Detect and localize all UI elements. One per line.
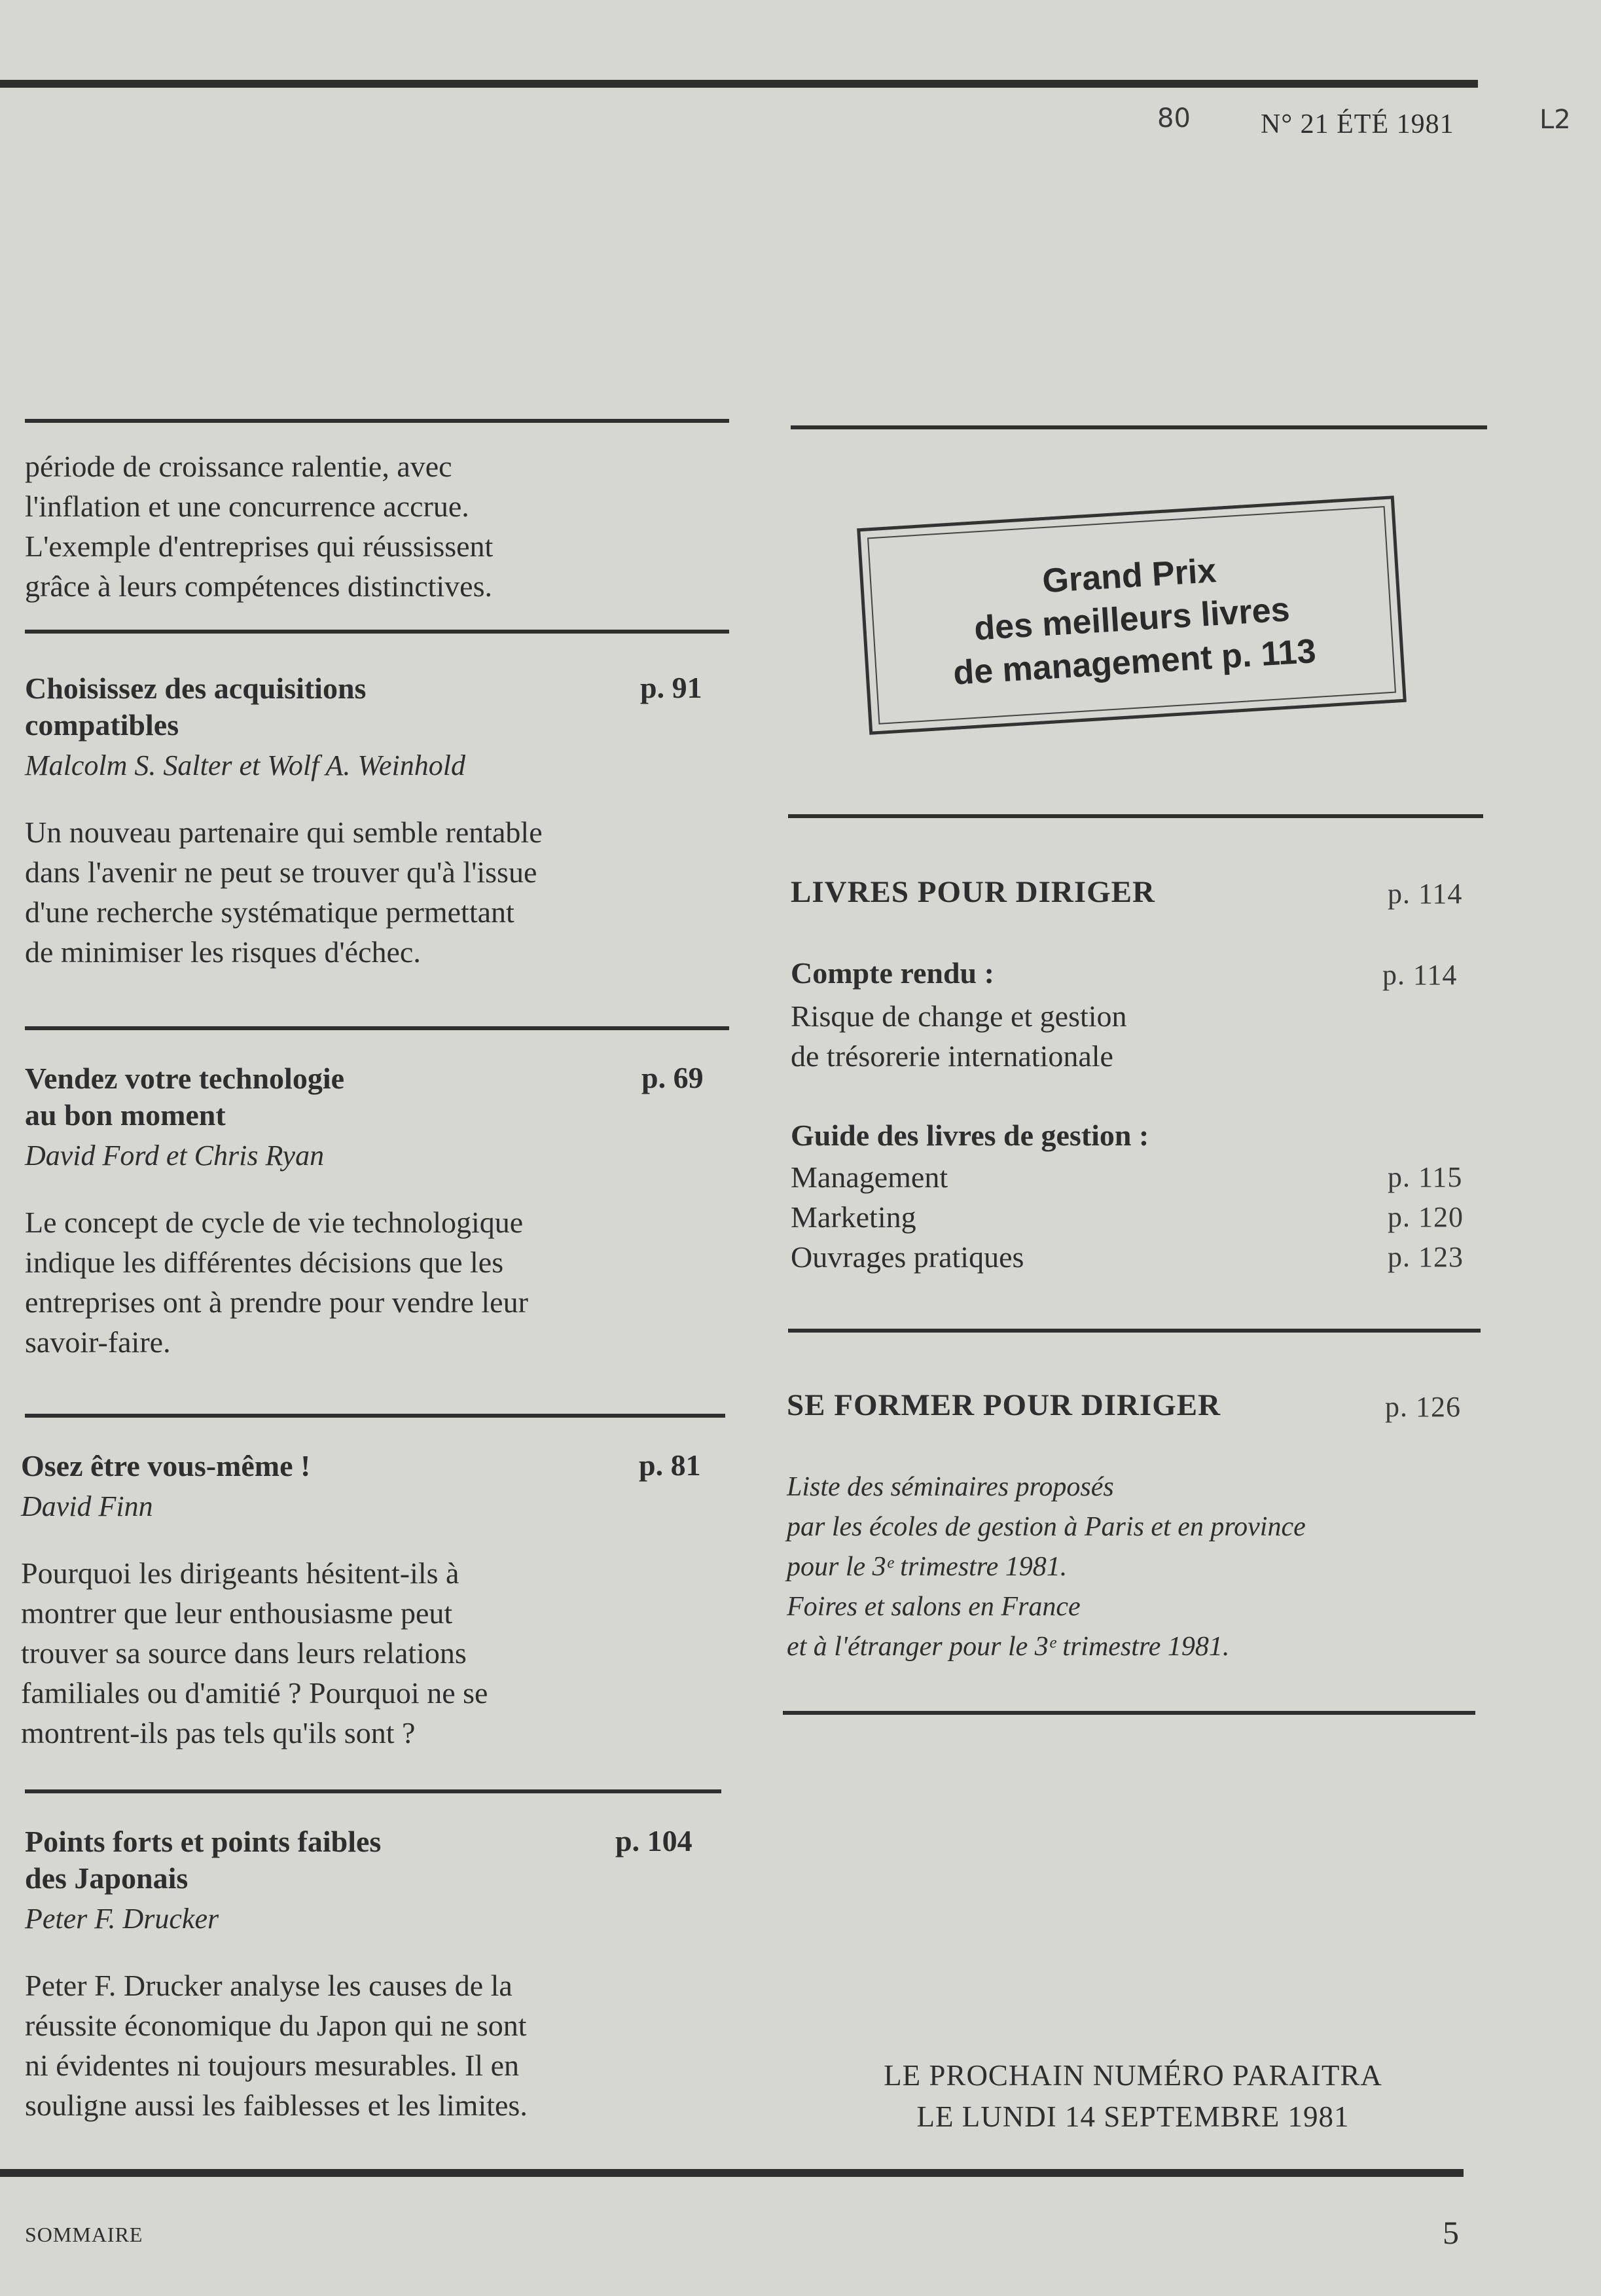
- article-summary: Peter F. Drucker analyse les causes de la réussite économique du Japon qui ne sont ni évidentes ni toujours mesurables. Il en souligne aussi les faiblesses et les limites.: [25, 1969, 528, 2122]
- former-section-title: SE FORMER POUR DIRIGER: [787, 1388, 1221, 1422]
- article-technologie: [25, 1060, 729, 1362]
- next-issue-notice: LE PROCHAIN NUMÉRO PARAITRA LE LUNDI 14 SEPTEMBRE 1981: [884, 2059, 1382, 2133]
- article-osez: [21, 1448, 725, 1753]
- article-japonais: [25, 1823, 729, 2125]
- article-summary: Pourquoi les dirigeants hésitent-ils à montrer que leur enthousiasme peut trouver sa source dans leurs relations familiales ou d'amitié ? Pourquoi ne se montrent-ils pas tels qu'ils sont ?: [21, 1556, 488, 1749]
- article-page: p. 104: [615, 1824, 693, 1857]
- article-acquisitions: [25, 670, 729, 972]
- article-author: Peter F. Drucker: [25, 1903, 219, 1935]
- article-author: Malcolm S. Salter et Wolf A. Weinhold: [25, 749, 465, 781]
- guide-item-marketing: Marketing p. 120: [791, 1200, 1464, 1234]
- article-title: Osez être vous-même !: [21, 1449, 311, 1482]
- article-title: Points forts et points faibles des Japonais: [25, 1825, 382, 1895]
- bottom-rule: [0, 2169, 1464, 2177]
- right-rule-3: [788, 1329, 1481, 1333]
- grand-prix-text: Grand Prix des meilleurs livres de management p. 113: [952, 552, 1318, 692]
- left-rule-1: [25, 419, 729, 423]
- article-summary: Un nouveau partenaire qui semble rentable dans l'avenir ne peut se trouver qu'à l'issue d'une recherche systématique permettant de minimiser les risques d'échec.: [25, 816, 543, 969]
- article-page: p. 69: [641, 1061, 704, 1094]
- left-rule-2: [25, 630, 729, 634]
- guide-item-ouvrages: Ouvrages pratiques p. 123: [791, 1240, 1464, 1274]
- compte-rendu-title: Compte rendu :: [791, 956, 994, 990]
- intro-text: période de croissance ralentie, avec l'inflation et une concurrence accrue. L'exemple d'entreprises qui réussissent grâce à leurs compétences distinctives.: [25, 450, 494, 603]
- guide-title: Guide des livres de gestion :: [791, 1119, 1149, 1152]
- article-page: p. 81: [639, 1448, 701, 1482]
- page-number: 5: [1443, 2214, 1459, 2251]
- left-rule-4: [25, 1414, 725, 1418]
- former-section-page: p. 126: [1385, 1391, 1461, 1423]
- footer-label: SOMMAIRE: [25, 2223, 143, 2246]
- guide-item-management: Management p. 115: [791, 1160, 1463, 1194]
- handwritten-note-right: L2: [1539, 105, 1571, 135]
- livres-section-title: LIVRES POUR DIRIGER: [791, 875, 1155, 909]
- right-rule-1: [791, 425, 1487, 429]
- article-author: David Finn: [21, 1490, 153, 1522]
- article-summary: Le concept de cycle de vie technologique indique les différentes décisions que les entreprises ont à prendre pour vendre leur savoir-faire.: [25, 1206, 528, 1359]
- article-page: p. 91: [640, 671, 702, 704]
- right-rule-2: [788, 814, 1483, 818]
- handwritten-note-left: 80: [1157, 103, 1191, 134]
- top-rule: [0, 80, 1478, 88]
- article-title: Vendez votre technologie au bon moment: [25, 1062, 345, 1132]
- article-title: Choisissez des acquisitions compatibles: [25, 672, 367, 742]
- former-text: Liste des séminaires proposés par les écoles de gestion à Paris et en province pour le 3ᵉ trimestre 1981. Foires et salons en France et à l'étranger pour le 3ᵉ trimestre 1981.: [787, 1472, 1306, 1662]
- guide-list: [791, 1157, 1484, 1277]
- compte-rendu-page: p. 114: [1382, 959, 1458, 991]
- livres-section-page: p. 114: [1388, 878, 1463, 910]
- left-rule-5: [25, 1789, 721, 1793]
- compte-rendu-text: Risque de change et gestion de trésorerie internationale: [791, 999, 1127, 1073]
- left-rule-3: [25, 1026, 729, 1030]
- grand-prix-stamp: [857, 495, 1407, 735]
- issue-label: N° 21 ÉTÉ 1981: [1261, 109, 1454, 139]
- article-author: David Ford et Chris Ryan: [25, 1139, 325, 1172]
- right-rule-4: [783, 1711, 1475, 1715]
